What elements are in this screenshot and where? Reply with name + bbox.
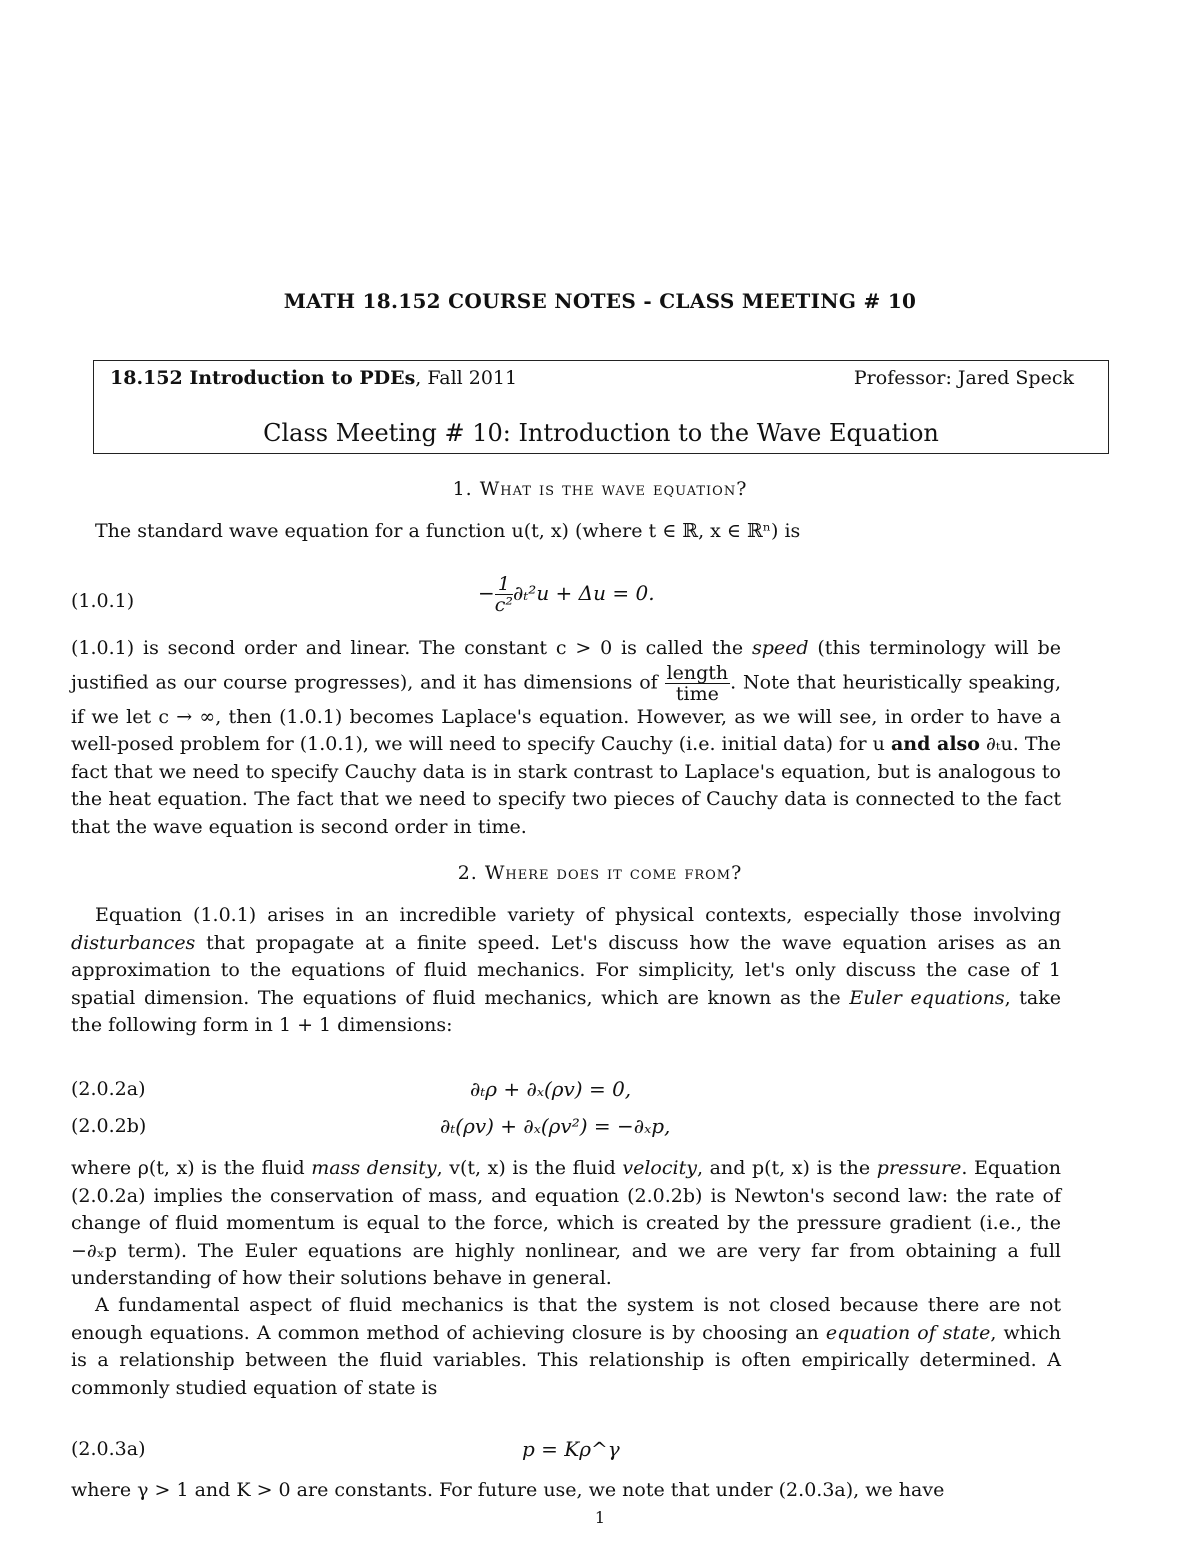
equation-3a-label: (2.0.3a)	[71, 1438, 146, 1460]
disturbances-term: disturbances	[71, 931, 196, 954]
equation-2a: ∂ₜρ + ∂ₓ(ρv) = 0,	[470, 1077, 632, 1101]
para-text-d: ∂ₜu. The fact that we need to specify Cauchy data is in stark contrast to Laplace's equation, but is analogous to the heat equation. The fact that we need to specify two pieces of Cauchy data is connected to the fact that the wave equation is second order in time.	[71, 733, 1061, 838]
section-2-paragraph-1	[71, 902, 1061, 1040]
speed-term: speed	[751, 637, 809, 659]
para-text-c: , take the following form in 1 + 1 dimensions:	[71, 986, 1061, 1036]
equation-1-rest: ∂ₜ²u + Δu = 0.	[513, 581, 655, 605]
equation-1-fraction	[495, 574, 513, 615]
section-2-paragraph-2	[71, 1155, 1061, 1293]
section-1-heading: 1. What is the wave equation?	[452, 478, 748, 500]
equation-2a-label: (2.0.2a)	[71, 1078, 146, 1100]
equation-3a: p = Kρ^γ	[522, 1437, 620, 1461]
pressure-term: pressure	[876, 1157, 962, 1179]
course-line	[110, 367, 517, 389]
para-text-c: . Note that heuristically speaking, if we let c → ∞, then (1.0.1) becomes Laplace's equation. However, as we will see, in order to have a well-posed problem for (1.0.1), we will need to specify Cauchy (i.e. initial data) for u	[71, 671, 1062, 755]
document-title: MATH 18.152 COURSE NOTES - CLASS MEETING # 10	[283, 289, 917, 313]
section-2-heading: 2. Where does it come from?	[457, 862, 743, 884]
equation-of-state-term: equation of state	[825, 1321, 991, 1344]
course-term: , Fall 2011	[415, 367, 518, 389]
para-text-d: . Equation (2.0.2a) implies the conservation of mass, and equation (2.0.2b) is Newton's second law: the rate of change of fluid momentum is equal to the force, which is created by the pressure gradient (i.e., the −∂ₓp term). The Euler equations are highly nonlinear, and we are very far from obtaining a full understanding of how their solutions behave in general.	[71, 1157, 1061, 1289]
equation-1-label: (1.0.1)	[71, 590, 135, 612]
dimension-fraction	[665, 663, 731, 704]
para-text-a: A fundamental aspect of fluid mechanics is that the system is not closed because there are not enough equations. A common method of achieving closure is by choosing an	[71, 1294, 1061, 1344]
section-1-intro	[71, 518, 1061, 546]
meeting-title: Class Meeting # 10: Introduction to the Wave Equation	[263, 419, 939, 447]
mass-density-term: mass density	[311, 1157, 437, 1179]
course-info-box	[93, 360, 1109, 454]
para-text-a: (1.0.1) is second order and linear. The constant c > 0 is called the	[71, 637, 744, 659]
para-text-b: , v(t, x) is the fluid	[436, 1157, 616, 1179]
fraction-denominator: time	[675, 682, 719, 705]
fraction-numerator: length	[666, 661, 729, 684]
intro-text: The standard wave equation for a function u(t, x) (where t ∈ ℝ, x ∈ ℝⁿ) is	[95, 520, 801, 542]
velocity-term: velocity	[622, 1157, 697, 1179]
course-name: 18.152 Introduction to PDEs	[110, 367, 416, 389]
fraction-numerator: 1	[495, 574, 513, 595]
page-number: 1	[594, 1508, 606, 1527]
section-2-paragraph-4: where γ > 1 and K > 0 are constants. For future use, we note that under (2.0.3a), we have	[71, 1479, 945, 1501]
section-2-paragraph-3	[71, 1292, 1061, 1402]
para-text-c: , and p(t, x) is the	[696, 1157, 871, 1179]
para-text-b: (this terminology will be justified as our course progresses), and it has dimensions of	[71, 637, 1061, 693]
para-text-b: that propagate at a finite speed. Let's discuss how the wave equation arises as an approximation to the equations of fluid mechanics. For simplicity, let's only discuss the case of 1 spatial dimension. The equations of fluid mechanics, which are known as the	[71, 931, 1061, 1009]
equation-2b: ∂ₜ(ρv) + ∂ₓ(ρv²) = −∂ₓp,	[440, 1114, 671, 1138]
bold-and-also: and also	[890, 733, 980, 755]
para-text-b: , which is a relationship between the fluid variables. This relationship is often empirically determined. A commonly studied equation of state is	[71, 1321, 1061, 1399]
equation-2b-label: (2.0.2b)	[71, 1115, 147, 1137]
fraction-denominator: c²	[494, 594, 514, 616]
para-text-a: where ρ(t, x) is the fluid	[71, 1157, 305, 1179]
section-1-paragraph	[71, 635, 1061, 841]
euler-equations-term: Euler equations	[849, 986, 1005, 1009]
para-text-a: Equation (1.0.1) arises in an incredible variety of physical contexts, especially those involving	[95, 904, 1061, 926]
professor-name: Professor: Jared Speck	[853, 367, 1074, 389]
equation-1: − $\frac{1}{\text{c²}}$ ∂ₜ²u + Δu = 0.	[478, 573, 655, 616]
